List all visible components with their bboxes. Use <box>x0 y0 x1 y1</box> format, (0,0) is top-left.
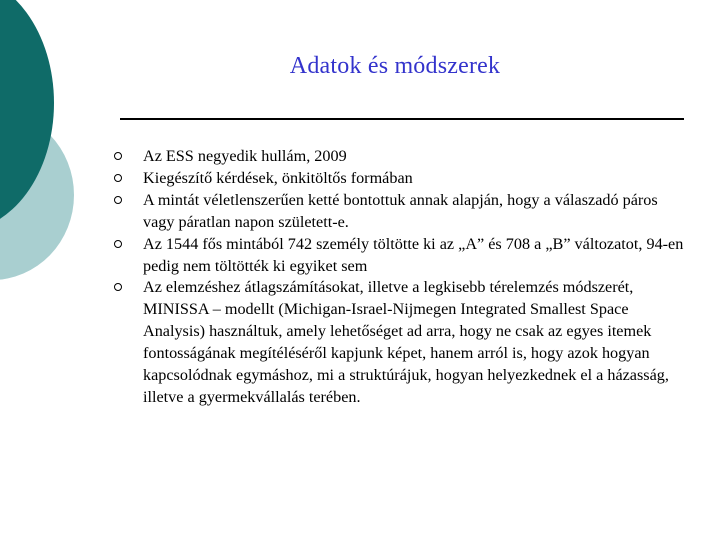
title-divider <box>120 118 684 120</box>
bullet-text: A mintát véletlenszerűen ketté bontottuk annak alapján, hogy a válaszadó páros vagy páratlan napon született-e. <box>143 190 658 231</box>
light-teal-circle <box>0 110 74 280</box>
hollow-circle-bullet-icon <box>114 283 122 291</box>
dark-teal-circle <box>0 0 54 231</box>
bullet-text: Az elemzéshez átlagszámításokat, illetve a legkisebb térelemzés módszerét, MINISSA – modellt (Michigan-Israel-Nijmegen Integrated Smallest Space Analysis) használtuk, amely lehetőséget ad arra, hogy ne csak az egyes itemek fontosságának megítéléséről kapjunk képet, hanem arról is, hogy azok hogyan kapcsolódnak egymáshoz, mi a struktúrájuk, hogyan helyezkednek el a házasság, illetve a gyermekvállalás terében. <box>143 278 669 406</box>
bullet-item <box>110 234 690 278</box>
slide-title: Adatok és módszerek <box>289 53 501 79</box>
hollow-circle-bullet-icon <box>114 240 122 248</box>
hollow-circle-bullet-icon <box>114 174 122 182</box>
bullet-item <box>110 190 690 234</box>
bullet-item <box>110 146 690 168</box>
bullet-list <box>110 146 690 409</box>
hollow-circle-bullet-icon <box>114 196 122 204</box>
bullet-text: Kiegészítő kérdések, önkitöltős formában <box>143 168 413 187</box>
bullet-item <box>110 277 690 408</box>
hollow-circle-bullet-icon <box>114 152 122 160</box>
bullet-item <box>110 168 690 190</box>
bullet-text: Az ESS negyedik hullám, 2009 <box>143 147 347 165</box>
bullet-text: Az 1544 fős mintából 742 személy töltötte ki az „A” és 708 a „B” változatot, 94-en pedig nem töltötték ki egyiket sem <box>143 234 684 275</box>
